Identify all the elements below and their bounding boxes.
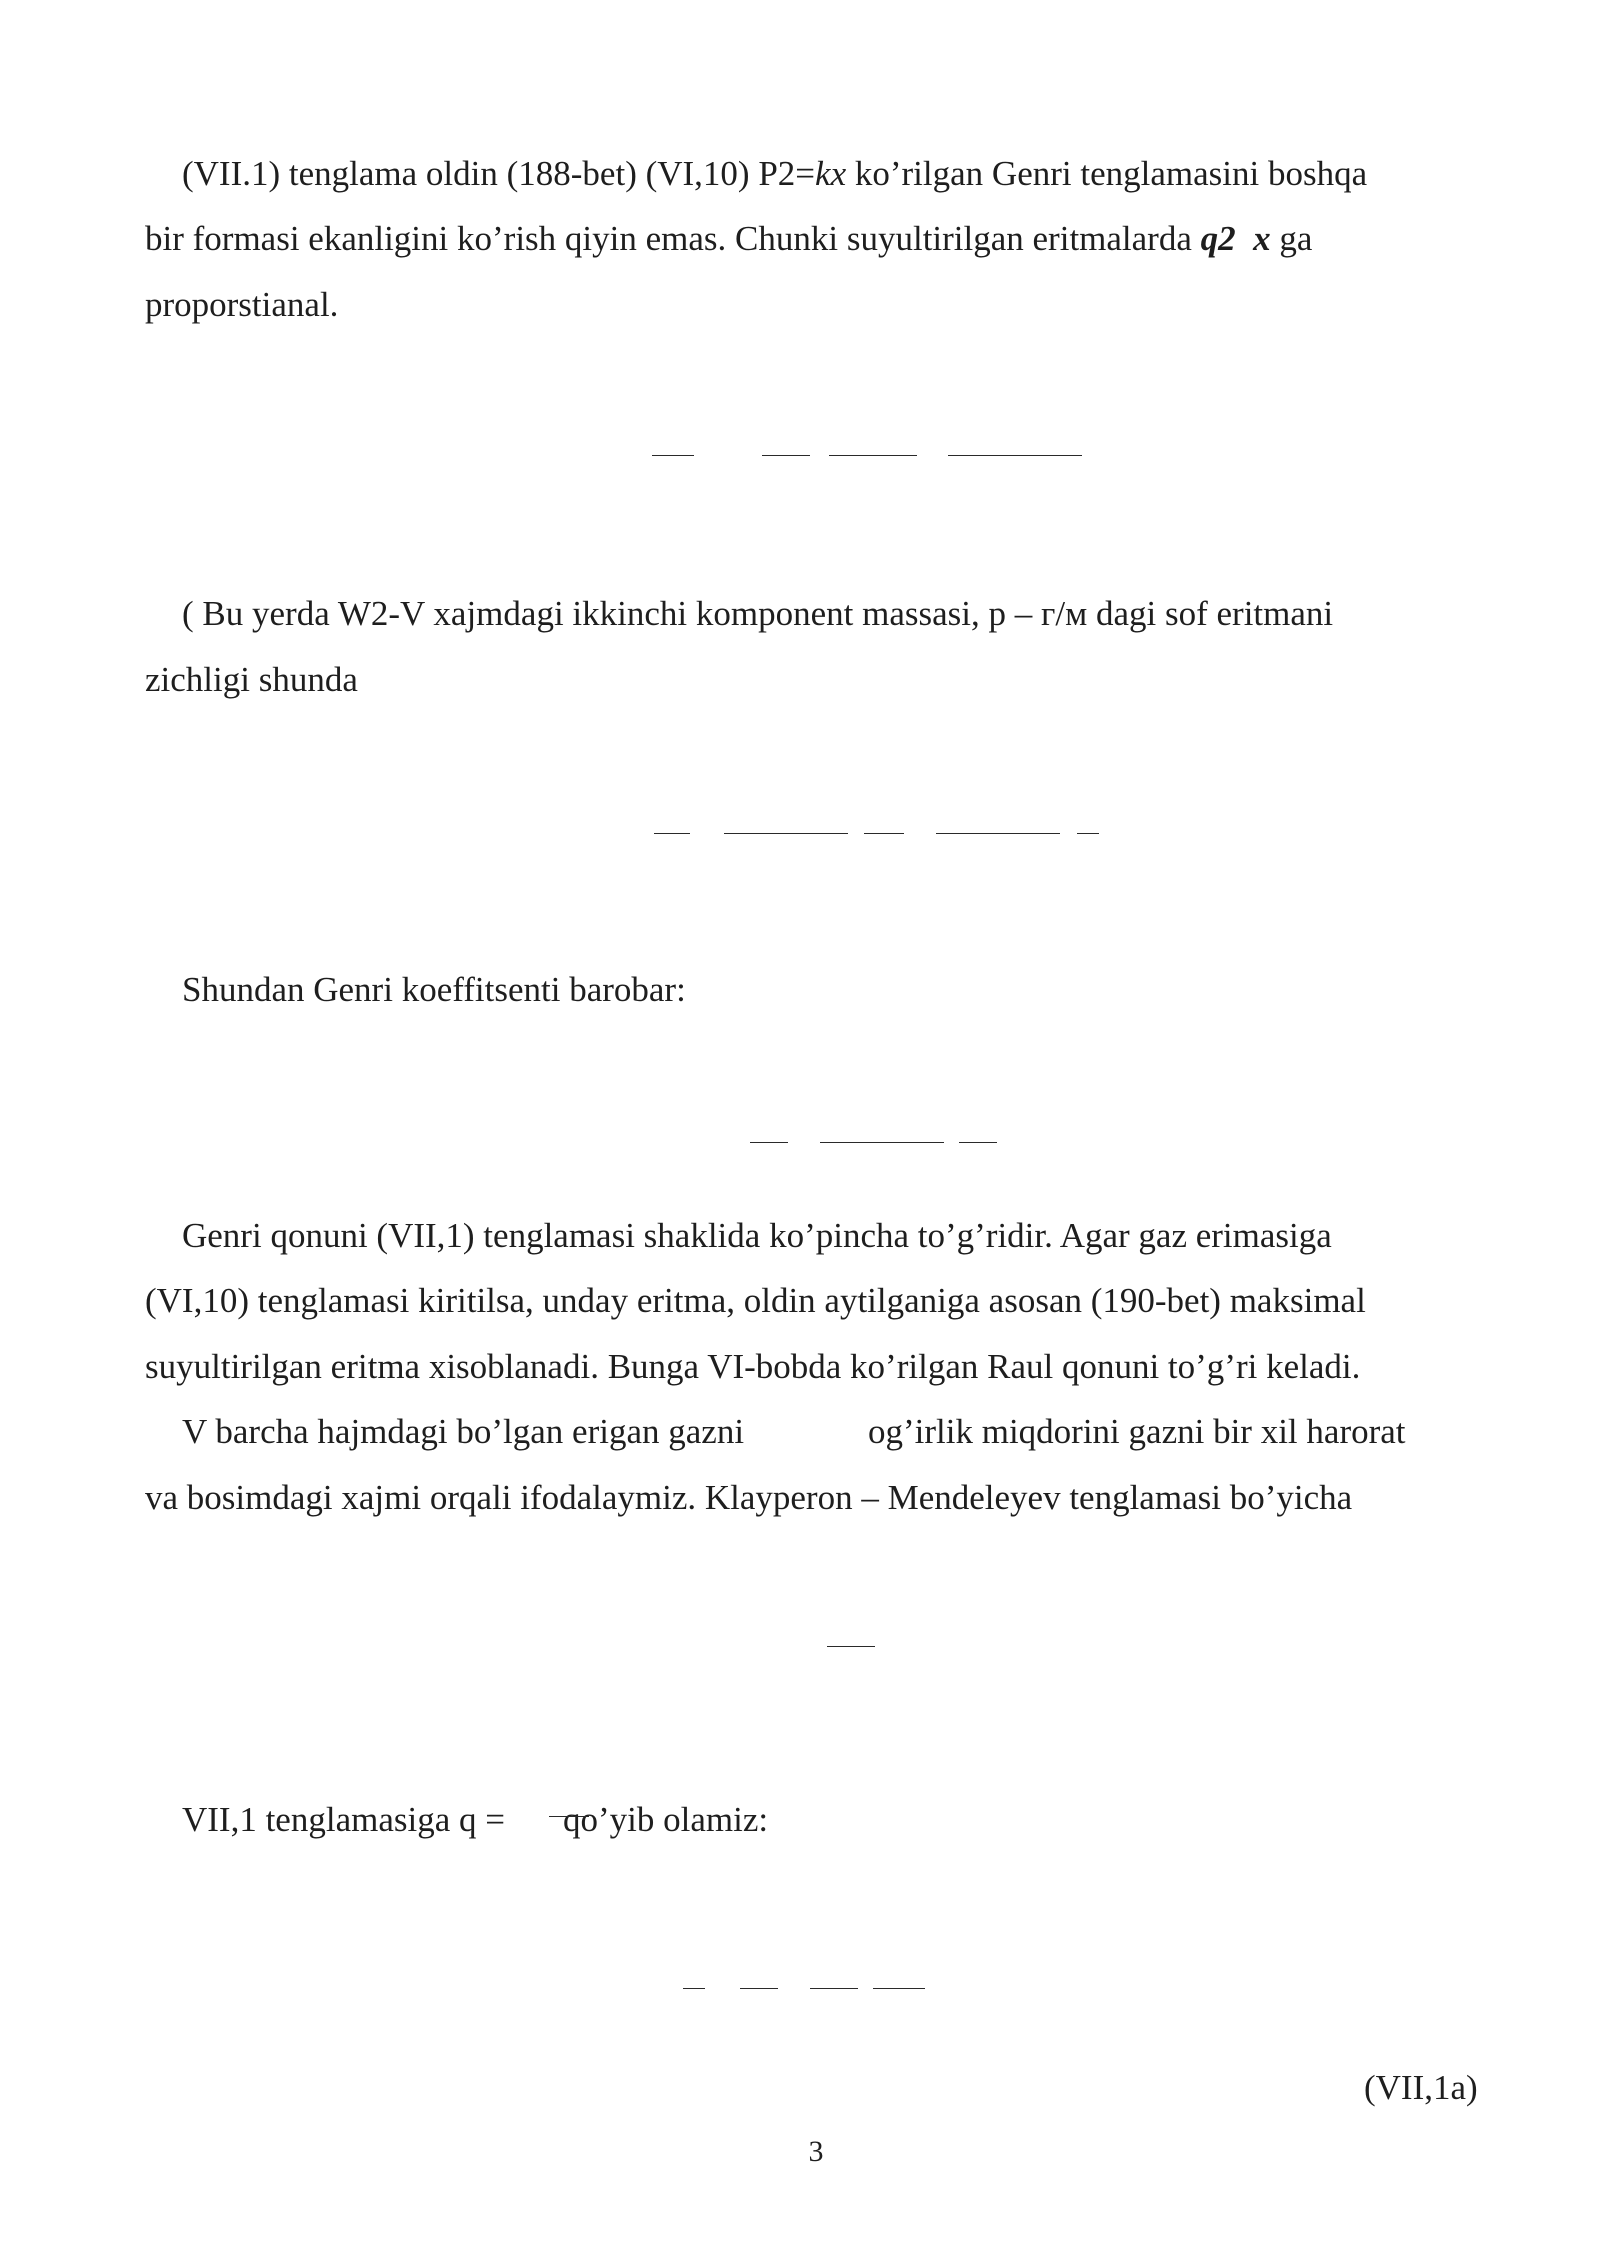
paragraph-4-line-4a: V barcha hajmdagi bo’lgan erigan gazni [182, 1412, 745, 1451]
paragraph-3: Shundan Genri koeffitsenti barobar: [182, 970, 686, 1009]
equation-1-fraction-bar [829, 455, 917, 456]
paragraph-5: VII,1 tenglamasiga q = qo’yib olamiz: [182, 1800, 769, 1839]
paragraph-2-line-1: ( Bu yerda W2-V xajmdagi ikkinchi komponent massasi, p – г/м dagi sof eritmani [182, 594, 1334, 633]
paragraph-1-line-1: (VII.1) tenglama oldin (188-bet) (VI,10) P2=kx ko’rilgan Genri tenglamasini boshqa [182, 154, 1368, 193]
paragraph-1-line-3: proporstianal. [145, 285, 339, 324]
equation-1-fraction-bar [762, 455, 810, 456]
paragraph-5-fraction-bar [549, 1816, 589, 1817]
equation-2-fraction-bar [1077, 833, 1099, 834]
paragraph-4-line-5: va bosimdagi xajmi orqali ifodalaymiz. Klayperon – Mendeleyev tenglamasi bo’yicha [145, 1478, 1353, 1517]
paragraph-4-line-4b: og’irlik miqdorini gazni bir xil harorat [868, 1412, 1406, 1451]
page-number: 3 [808, 2135, 824, 2168]
equation-5-fraction-bar [873, 1988, 925, 1989]
equation-3-fraction-bar [820, 1142, 944, 1143]
equation-1-fraction-bar [948, 455, 1082, 456]
equation-3-fraction-bar [750, 1142, 788, 1143]
equation-2-fraction-bar [724, 833, 848, 834]
equation-2-fraction-bar [936, 833, 1060, 834]
equation-5-fraction-bar [740, 1988, 778, 1989]
equation-5-fraction-bar [683, 1988, 705, 1989]
equation-3-fraction-bar [959, 1142, 997, 1143]
paragraph-4-line-1: Genri qonuni (VII,1) tenglamasi shaklida ko’pincha to’g’ridir. Agar gaz erimasiga [182, 1216, 1332, 1255]
equation-number: (VII,1a) [1364, 2068, 1478, 2107]
equation-2-fraction-bar [864, 833, 904, 834]
paragraph-4-line-2: (VI,10) tenglamasi kiritilsa, unday eritma, oldin aytilganiga asosan (190-bet) maksimal [145, 1281, 1366, 1320]
paragraph-2-line-2: zichligi shunda [145, 660, 358, 699]
equation-2-fraction-bar [654, 833, 690, 834]
equation-1-fraction-bar [652, 455, 694, 456]
equation-4-fraction-bar [827, 1646, 875, 1647]
equation-5-fraction-bar [810, 1988, 858, 1989]
paragraph-1-line-2: bir formasi ekanligini ko’rish qiyin emas. Chunki suyultirilgan eritmalarda q2 x ga [145, 219, 1313, 258]
paragraph-4-line-3: suyultirilgan eritma xisoblanadi. Bunga VI-bobda ko’rilgan Raul qonuni to’g’ri keladi. [145, 1347, 1361, 1386]
